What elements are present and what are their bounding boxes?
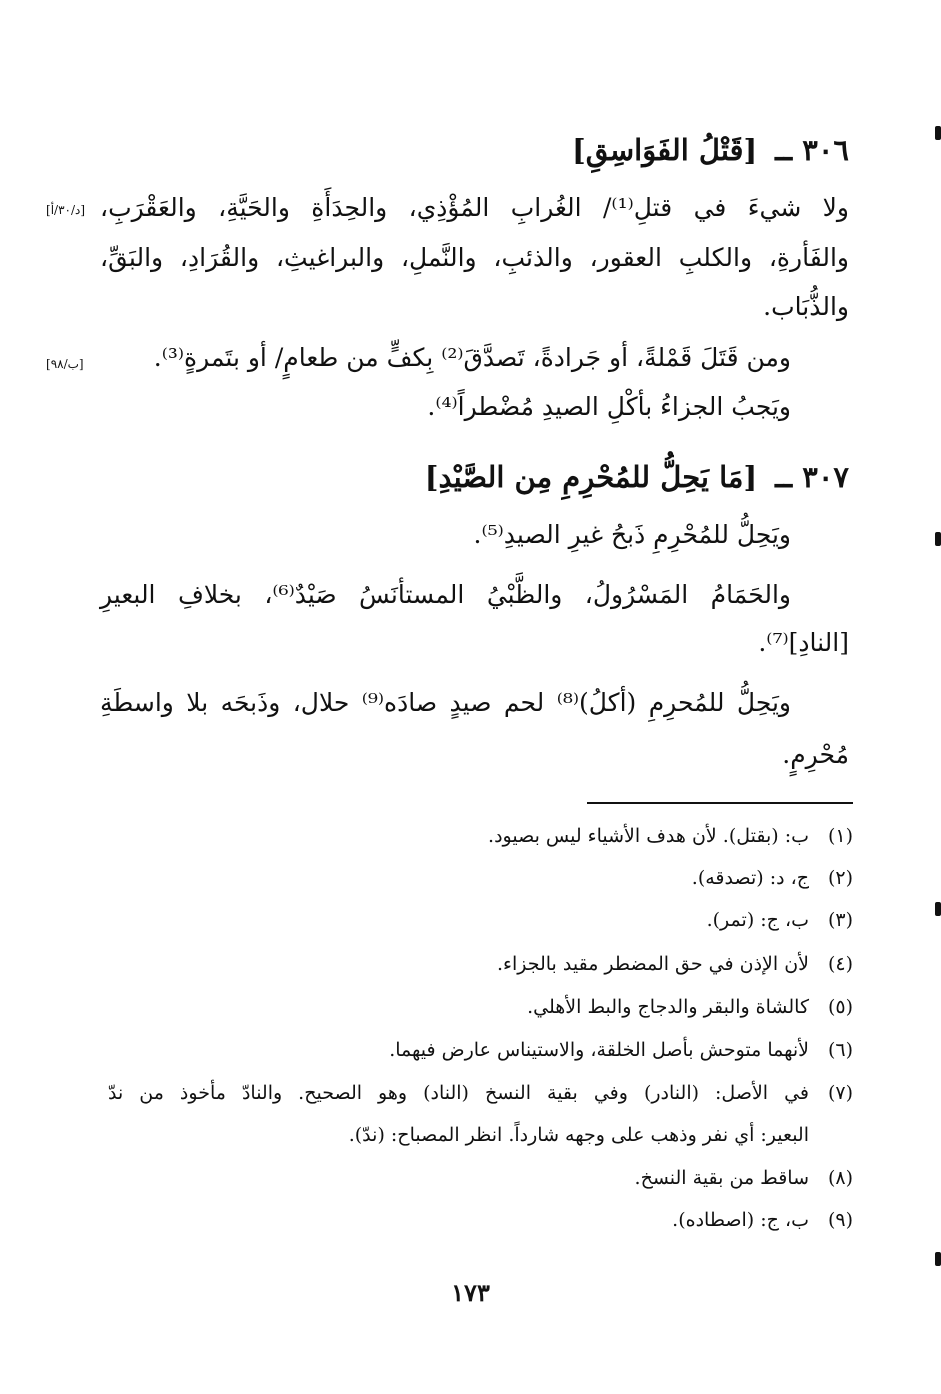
footnote-7-continuation: البعير: أي نفر وذهب على وجهه شارداً. انظر المصباح: (ندّ). xyxy=(348,1124,809,1146)
footnote-3 xyxy=(108,909,853,931)
scan-edge-mark xyxy=(935,532,941,546)
section-307-paragraph-2-line-2: [النادِ]⁽⁷⁾. xyxy=(758,628,849,657)
footnote-5-text: كالشاة والبقر والدجاج والبط الأهلي. xyxy=(527,996,809,1018)
footnote-2-text: ج، د: (تصدقه). xyxy=(691,867,809,889)
section-307-paragraph-2-line-1: والحَمَامُ المَسْرُولُ، والظَّبْيُ المستأنَسُ صَيْدٌ⁽⁶⁾، بخلافِ البعيرِ xyxy=(100,580,791,609)
section-306-paragraph-1-line-3: والذُّبَاب. xyxy=(763,292,849,321)
footnote-1-text: ب: (بقتل). لأن هدف الأشياء ليس بصيود. xyxy=(488,825,809,847)
section-306-heading xyxy=(100,133,849,167)
footnote-2-number: (٢) xyxy=(827,867,853,889)
footnote-9-number: (٩) xyxy=(827,1209,853,1231)
section-306-number: ٣٠٦ ــ xyxy=(775,133,849,167)
footnote-separator xyxy=(587,802,853,804)
scan-edge-mark xyxy=(935,902,941,916)
margin-note-first: [د/٣٠/أ] xyxy=(46,203,86,217)
footnote-6-number: (٦) xyxy=(827,1039,853,1061)
footnote-1 xyxy=(108,825,853,847)
footnote-4 xyxy=(108,953,853,975)
section-306-title: [قَتْلُ الفَوَاسِقِ] xyxy=(571,133,758,167)
footnote-7-text: في الأصل: (النادر) وفي بقية النسخ (الناد) وهو الصحيح. والنادّ مأخوذ من ندّ xyxy=(108,1082,809,1104)
footnote-5-number: (٥) xyxy=(827,996,853,1018)
section-307-paragraph-3-line-1: ويَحِلُّ للمُحرِمِ (أكلُ)⁽⁸⁾ لحم صيدٍ صادَه⁽⁹⁾ حلال، وذَبحَه بلا واسطَةِ xyxy=(100,688,791,717)
section-306-paragraph-1-line-2: والفَأرةِ، والكلبِ العقور، والذئبِ، والنَّملِ، والبراغيثِ، والقُرَادِ، والبَقِّ، xyxy=(100,243,849,272)
section-307-paragraph-1: ويَحِلُّ للمُحْرِمِ ذَبحُ غيرِ الصيدِ⁽⁵⁾. xyxy=(473,520,791,549)
margin-note-second: [ب/٩٨] xyxy=(46,357,84,371)
footnote-8-number: (٨) xyxy=(827,1167,853,1189)
section-306-paragraph-3: ويَجبُ الجزاءُ بأكْلِ الصيدِ مُضْطراً⁽⁴⁾. xyxy=(427,392,791,421)
footnote-9-text: ب، ج: (اصطاده). xyxy=(672,1209,809,1231)
footnote-4-text: لأن الإذن في حق المضطر مقيد بالجزاء. xyxy=(496,953,809,975)
scan-edge-mark xyxy=(935,126,941,140)
footnote-3-text: ب، ج: (تمر). xyxy=(706,909,809,931)
footnote-8 xyxy=(108,1167,853,1189)
section-306-paragraph-1-line-1: ولا شيءَ في قتلِ⁽¹⁾/ الغُرابِ المُؤْذِي، والحِدَأَةِ والحَيَّةِ، والعَقْرَبِ، xyxy=(100,193,849,222)
footnote-5 xyxy=(108,996,853,1018)
section-306-paragraph-2: ومن قَتَلَ قَمْلةً، أو جَرادةً، تَصدَّقَ⁽²⁾ بِكفٍّ من طعامٍ/ أو بتَمرةٍ⁽³⁾. xyxy=(153,343,791,372)
section-307-number: ٣٠٧ ــ xyxy=(775,460,849,494)
footnote-7 xyxy=(108,1082,853,1104)
section-307-title: [مَا يَحِلُّ للمُحْرِمِ مِن الصَّيْدِ] xyxy=(424,460,758,494)
footnote-2 xyxy=(108,867,853,889)
footnote-1-number: (١) xyxy=(827,825,853,847)
footnote-8-text: ساقط من بقية النسخ. xyxy=(634,1167,809,1189)
footnote-7-number: (٧) xyxy=(827,1082,853,1104)
section-307-paragraph-3-line-2: مُحْرِمٍ. xyxy=(782,740,849,769)
footnote-4-number: (٤) xyxy=(827,953,853,975)
footnote-6-text: لأنهما متوحش بأصل الخلقة، والاستيناس عارض فيهما. xyxy=(389,1039,809,1061)
scan-edge-mark xyxy=(935,1252,941,1266)
section-307-heading xyxy=(100,460,849,494)
footnote-9 xyxy=(108,1209,853,1231)
footnote-3-number: (٣) xyxy=(827,909,853,931)
page-number: ١٧٣ xyxy=(451,1278,490,1307)
footnote-6 xyxy=(108,1039,853,1061)
